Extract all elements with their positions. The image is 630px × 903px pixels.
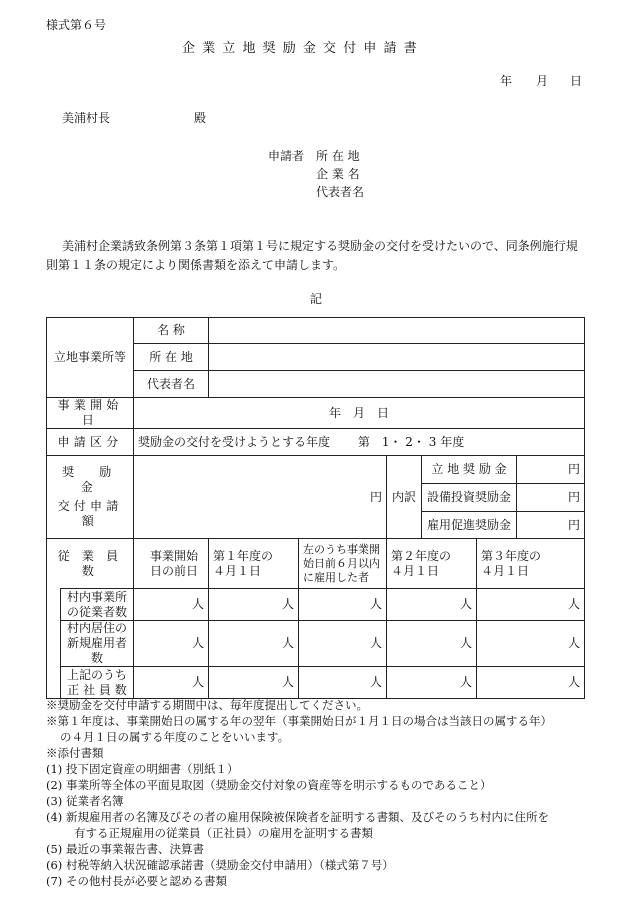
category-text: 奨励金の交付を受けようとする年度 (138, 434, 331, 449)
grant-label (47, 456, 137, 539)
attachment-item: (5) 最近の事業報告書、決算書 (46, 842, 204, 856)
employees-indent (47, 589, 61, 699)
emp-row-line: 村内居住の (67, 621, 128, 635)
emp-header-line: ４月１日 (391, 563, 440, 578)
emp-row-line: 新規雇用者数 (67, 636, 128, 665)
category-label: 申請区分 (47, 429, 134, 456)
attachment-item: (2) 事業所等全体の平面見取図（奨励金交付対象の資産等を明示するものであること） (46, 778, 492, 792)
attachment-item: (7) その他村長が必要と認める書類 (46, 874, 227, 888)
emp-cell[interactable]: 人 (477, 667, 585, 699)
emp-header-line: 左のうち事業開 (303, 542, 381, 556)
emp-cell[interactable]: 人 (134, 589, 209, 621)
breakdown-label: 内訳 (387, 456, 422, 539)
emp-cell[interactable]: 人 (134, 621, 209, 667)
emp-row-line: の従業者数 (67, 604, 128, 619)
notes (46, 697, 606, 889)
emp-cell[interactable]: 人 (387, 589, 477, 621)
emp-cell[interactable]: 人 (477, 621, 585, 667)
emp-header-year1 (209, 539, 299, 589)
site-address-label: 所 在 地 (134, 344, 209, 371)
attachment-item-cont: 有する正規雇用の従業員（正社員）の雇用を証明する書類 (74, 826, 373, 840)
grant-item-site: 立 地 奨 励 金 (422, 456, 517, 484)
applicant-company-label: 企 業 名 (316, 167, 360, 181)
emp-cell[interactable]: 人 (477, 589, 585, 621)
category-year-choice[interactable]: 第 1・ 2・ 3 年度 (357, 434, 465, 449)
emp-cell[interactable]: 人 (134, 667, 209, 699)
emp-cell[interactable]: 人 (209, 667, 299, 699)
emp-row-label-local-employees (61, 589, 134, 621)
category-field[interactable] (134, 429, 585, 456)
emp-header-line: 始日前６月以内 (303, 556, 381, 570)
site-address-field[interactable] (209, 344, 585, 371)
site-rep-field[interactable] (209, 371, 585, 398)
emp-header-year2 (387, 539, 477, 589)
emp-cell[interactable]: 人 (299, 589, 387, 621)
emp-row-line: 正 社 員 数 (67, 682, 127, 697)
grant-label-line-1: 奨 励 金 (62, 465, 137, 494)
emp-cell[interactable]: 人 (209, 589, 299, 621)
emp-cell[interactable]: 人 (299, 667, 387, 699)
grant-item-equipment-amount[interactable]: 円 (517, 484, 585, 512)
attachment-item: (4) 新規雇用者の名簿及びその者の雇用保険被保険者を証明する書類、及びそのうち村内に住所を (46, 810, 549, 824)
emp-row-label-regular (61, 667, 134, 699)
site-name-label: 名 称 (134, 318, 209, 344)
start-date-field[interactable]: 年 月 日 (134, 398, 585, 429)
note-first-year: ※第１年度は、事業開始日の属する年の翌年（事業開始日が１月１日の場合は当該日の属する年） (46, 714, 552, 728)
emp-cell[interactable]: 人 (387, 667, 477, 699)
body-text-line-2: 則第１１条の規定により関係書類を添えて申請します。 (46, 258, 346, 272)
attachment-item: (3) 従業者名簿 (46, 794, 124, 808)
emp-header-line: ４月１日 (481, 563, 530, 578)
emp-row-label-new-residents (61, 621, 134, 667)
addressee: 美浦村長 (62, 111, 111, 125)
site-label: 立地事業所等 (47, 318, 134, 398)
attachment-item: (6) 村税等納入状況確認承諾書（奨励金交付申請用）（様式第７号） (46, 858, 394, 872)
emp-header-line: 第１年度の (213, 548, 274, 563)
grant-item-employment-amount[interactable]: 円 (517, 512, 585, 539)
applicant-rep-label: 代表者名 (316, 185, 365, 199)
applicant-label: 申請者 (268, 149, 305, 163)
emp-header-hired-before (299, 539, 387, 589)
emp-cell[interactable]: 人 (299, 621, 387, 667)
emp-header-line: ４月１日 (213, 563, 262, 578)
site-rep-label: 代表者名 (134, 371, 209, 398)
emp-cell[interactable]: 人 (387, 621, 477, 667)
emp-header-line: 事業開始 (150, 548, 199, 563)
applicant-address-label: 所 在 地 (316, 149, 360, 163)
grant-item-site-amount[interactable]: 円 (517, 456, 585, 484)
emp-header-line: 日の前日 (150, 563, 199, 578)
grant-item-employment: 雇用促進奨励金 (422, 512, 517, 539)
body-text-line-1: 美浦村企業誘致条例第３条第１項第１号に規定する奨励金の交付を受けたいので、同条例施行規 (62, 239, 578, 253)
grant-item-equipment: 設備投資奨励金 (422, 484, 517, 512)
note-attachments-heading: ※添付書類 (46, 746, 104, 760)
document-title: 企業立地奨励金交付申請書 (182, 41, 424, 56)
emp-row-line: 上記のうち (67, 667, 128, 682)
emp-row-line: 村内事業所 (67, 589, 128, 604)
start-date-label: 事業開始日 (47, 398, 134, 429)
honorific: 殿 (194, 111, 207, 125)
note-submit-yearly: ※奨励金を交付申請する期間中は、毎年度提出してください。 (46, 698, 368, 712)
emp-header-before-start (134, 539, 209, 589)
emp-header-year3 (477, 539, 585, 589)
emp-cell[interactable]: 人 (209, 621, 299, 667)
attachment-item: (1) 投下固定資産の明細書（別紙１） (46, 762, 239, 776)
emp-header-line: 第３年度の (481, 548, 542, 563)
emp-header-line: 第２年度の (391, 548, 452, 563)
ki-mark: 記 (310, 292, 323, 306)
site-name-field[interactable] (209, 318, 585, 344)
employees-label: 従 業 員 数 (47, 539, 134, 589)
date-month[interactable]: 月 (536, 74, 549, 88)
form-number: 様式第６号 (46, 18, 107, 32)
grant-amount-field[interactable]: 円 (134, 456, 387, 539)
date-year[interactable]: 年 (500, 74, 513, 88)
emp-header-line: に雇用した者 (303, 570, 370, 584)
note-first-year-cont: の４月１日の属する年度のことをいいます。 (60, 730, 290, 744)
application-table (46, 317, 585, 699)
date-day[interactable]: 日 (570, 74, 583, 88)
grant-label-line-2: 交付申請額 (57, 499, 123, 528)
